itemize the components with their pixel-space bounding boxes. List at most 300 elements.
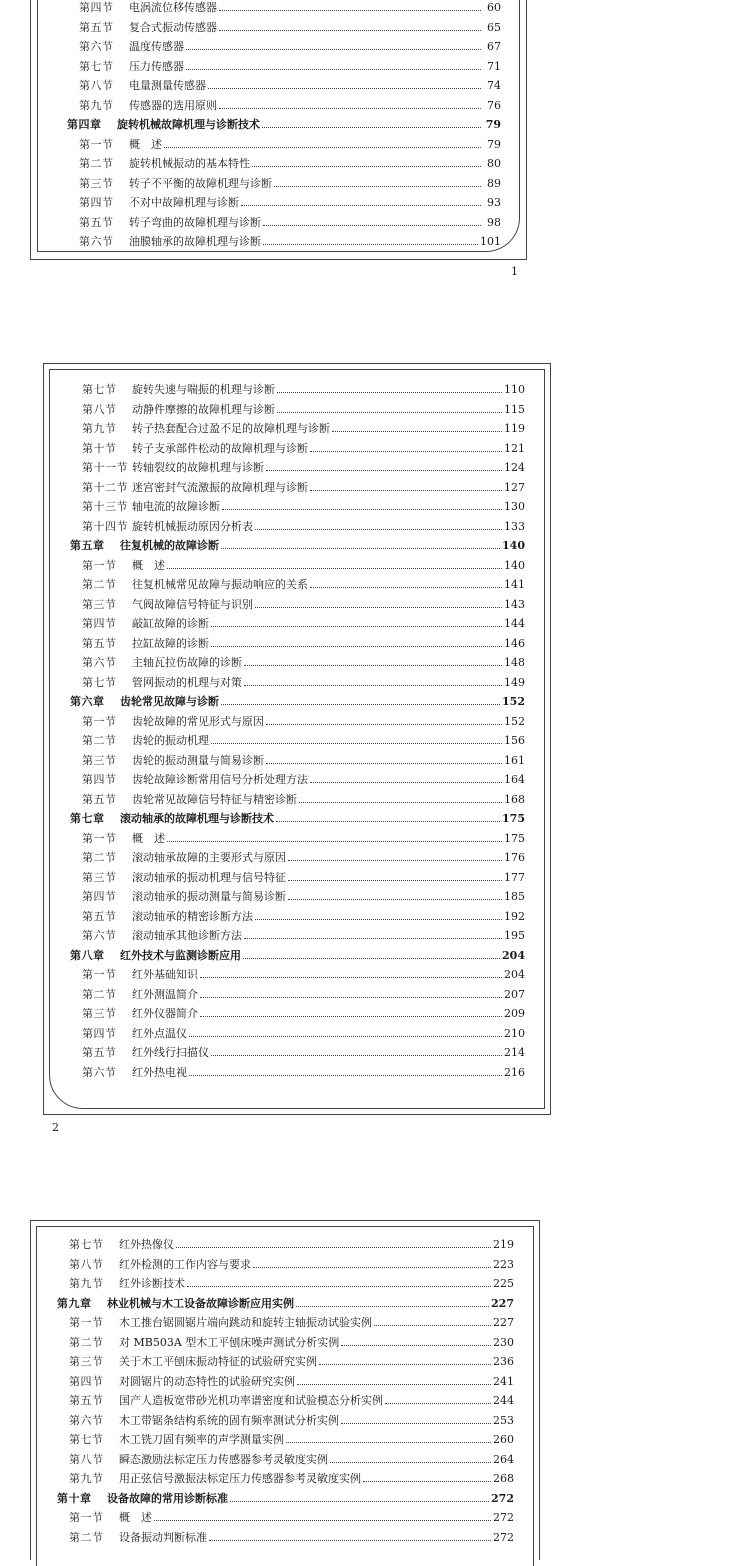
entry-section-label: 第十二节: [82, 480, 128, 494]
dot-leader: [167, 568, 502, 569]
entry-section-label: 第三节: [69, 1355, 104, 1368]
dot-leader: [252, 166, 481, 167]
dot-leader: [288, 880, 502, 881]
toc-section-entry[interactable]: [67, 154, 501, 174]
toc-section-entry[interactable]: [67, 76, 501, 96]
dot-leader: [186, 69, 481, 70]
dot-leader: [230, 1501, 489, 1502]
entry-section-label: 第五节: [82, 792, 117, 806]
entry-title: 温度传感器: [129, 40, 184, 53]
dot-leader: [341, 1345, 491, 1346]
entry-page-number: 253: [493, 1413, 514, 1427]
entry-title: 旋转机械振动原因分析表: [132, 519, 253, 533]
toc-section-entry[interactable]: [57, 1333, 514, 1353]
toc-section-entry[interactable]: [57, 1411, 514, 1431]
entry-section-label: 第八节: [82, 402, 117, 416]
entry-section-label: 第七节: [69, 1433, 104, 1446]
entry-title: 轴电流的故障诊断: [132, 500, 220, 513]
dot-leader: [244, 938, 502, 939]
dot-leader: [332, 431, 502, 432]
entry-title: 关于木工平刨床振动特征的试验研究实例: [119, 1355, 317, 1368]
entry-section-label: 第九节: [69, 1472, 104, 1485]
entry-title: 不对中故障机理与诊断: [129, 196, 239, 209]
dot-leader: [244, 665, 502, 666]
entry-section-label: 第七节: [79, 59, 114, 73]
entry-title: 电量测量传感器: [129, 79, 206, 92]
entry-page-number: 223: [493, 1257, 514, 1271]
entry-title: 设备故障的常用诊断标准: [107, 1491, 228, 1505]
entry-page-number: 227: [491, 1296, 514, 1310]
entry-section-label: 第九节: [69, 1277, 104, 1290]
entry-title: 旋转失速与喘振的机理与诊断: [132, 383, 275, 396]
entry-section-label: 第一节: [82, 831, 117, 845]
toc-section-entry[interactable]: [70, 517, 525, 537]
entry-title: 概 述: [132, 831, 165, 845]
toc-chapter-entry[interactable]: [70, 536, 525, 556]
entry-section-label: 第一节: [79, 137, 114, 151]
toc-section-entry[interactable]: [57, 1450, 514, 1470]
entry-section-label: 第四节: [79, 1, 114, 14]
dot-leader: [255, 919, 502, 920]
entry-page-number: 177: [504, 870, 525, 884]
entry-page-number: 93: [487, 196, 501, 209]
entry-page-number: 79: [487, 137, 501, 151]
entry-section-label: 第十四节: [82, 519, 128, 533]
dot-leader: [288, 899, 502, 900]
toc-section-entry[interactable]: [70, 848, 525, 868]
toc-section-entry[interactable]: [70, 673, 525, 693]
entry-title: 红外热电视: [132, 1065, 187, 1079]
entry-page-number: 130: [504, 500, 525, 513]
entry-page-number: 272: [491, 1491, 514, 1505]
entry-page-number: 141: [504, 578, 525, 591]
toc-section-entry[interactable]: [70, 419, 525, 439]
entry-title: 拉缸故障的诊断: [132, 636, 209, 650]
dot-leader: [200, 977, 502, 978]
entry-page-number: 204: [504, 968, 525, 981]
entry-page-number: 236: [493, 1355, 514, 1368]
entry-section-label: 第二节: [82, 734, 117, 747]
dot-leader: [385, 1403, 491, 1404]
toc-section-entry[interactable]: [57, 1430, 514, 1450]
entry-section-label: 第七节: [82, 675, 117, 689]
entry-page-number: 156: [504, 734, 525, 747]
entry-section-label: 第一节: [82, 558, 117, 572]
entry-section-label: 第四节: [82, 1026, 117, 1040]
entry-section-label: 第二节: [69, 1530, 104, 1544]
entry-title: 红外诊断技术: [119, 1277, 185, 1290]
toc-section-entry[interactable]: [70, 1024, 525, 1044]
entry-page-number: 127: [504, 480, 525, 494]
entry-page-number: 115: [504, 402, 525, 416]
entry-page-number: 214: [504, 1046, 525, 1059]
entry-page-number: 124: [504, 461, 525, 474]
toc-section-entry[interactable]: [67, 37, 501, 57]
entry-title: 设备振动判断标准: [119, 1530, 207, 1544]
entry-section-label: 第十章: [57, 1491, 92, 1505]
entry-page-number: 149: [504, 675, 525, 689]
entry-title: 复合式振动传感器: [129, 20, 217, 34]
dot-leader: [330, 1462, 491, 1463]
entry-title: 动静件摩擦的故障机理与诊断: [132, 402, 275, 416]
entry-page-number: 204: [502, 948, 525, 962]
entry-page-number: 175: [502, 812, 525, 825]
entry-section-label: 第十节: [82, 441, 117, 455]
entry-page-number: 121: [504, 441, 525, 455]
toc-section-entry[interactable]: [57, 1469, 514, 1489]
entry-section-label: 第三节: [79, 176, 114, 190]
entry-section-label: 第十三节: [82, 500, 128, 513]
entry-title: 油膜轴承的故障机理与诊断: [129, 235, 261, 248]
toc-section-entry[interactable]: [70, 595, 525, 615]
dot-leader: [189, 1075, 502, 1076]
entry-title: 齿轮的振动测量与简易诊断: [132, 753, 264, 767]
dot-leader: [200, 997, 502, 998]
toc-section-entry[interactable]: [67, 232, 501, 252]
entry-title: 传感器的选用原则: [129, 98, 217, 112]
entry-page-number: 268: [493, 1472, 514, 1485]
entry-title: 概 述: [129, 137, 162, 151]
toc-section-entry[interactable]: [70, 770, 525, 790]
entry-page-number: 146: [504, 636, 525, 650]
entry-page-number: 225: [493, 1277, 514, 1290]
dot-leader: [310, 782, 502, 783]
entry-page-number: 98: [487, 215, 501, 229]
toc-section-entry[interactable]: [57, 1372, 514, 1392]
entry-section-label: 第四节: [69, 1374, 104, 1388]
toc-section-entry[interactable]: [70, 868, 525, 888]
dot-leader: [222, 509, 502, 510]
toc-section-entry[interactable]: [70, 458, 525, 478]
entry-section-label: 第三节: [82, 1007, 117, 1020]
dot-leader: [263, 244, 478, 245]
entry-page-number: 168: [504, 792, 525, 806]
dot-leader: [187, 1286, 491, 1287]
toc-section-entry[interactable]: [70, 1004, 525, 1024]
dot-leader: [319, 1364, 491, 1365]
entry-section-label: 第五节: [79, 215, 114, 229]
toc-section-entry[interactable]: [67, 57, 501, 77]
toc-chapter-entry[interactable]: [57, 1294, 514, 1314]
dot-leader: [221, 704, 500, 705]
entry-section-label: 第八节: [79, 79, 114, 92]
entry-title: 压力传感器: [129, 59, 184, 73]
dot-leader: [276, 821, 500, 822]
entry-title: 红外热像仪: [119, 1238, 174, 1251]
entry-page-number: 230: [493, 1335, 514, 1349]
dot-leader: [164, 147, 481, 148]
toc-list-page-3: [57, 1235, 514, 1547]
entry-page-number: 195: [504, 929, 525, 942]
dot-leader: [263, 225, 481, 226]
dot-leader: [241, 205, 481, 206]
toc-section-entry[interactable]: [67, 135, 501, 155]
entry-section-label: 第三节: [82, 870, 117, 884]
toc-section-entry[interactable]: [70, 380, 525, 400]
entry-title: 概 述: [132, 558, 165, 572]
entry-section-label: 第六节: [82, 1065, 117, 1079]
toc-section-entry[interactable]: [70, 478, 525, 498]
dot-leader: [277, 412, 502, 413]
dot-leader: [286, 1442, 491, 1443]
entry-section-label: 第七节: [69, 1238, 104, 1251]
toc-section-entry[interactable]: [57, 1235, 514, 1255]
toc-section-entry[interactable]: [70, 439, 525, 459]
toc-section-entry[interactable]: [57, 1528, 514, 1548]
toc-section-entry[interactable]: [70, 400, 525, 420]
toc-section-entry[interactable]: [57, 1508, 514, 1528]
entry-section-label: 第九节: [82, 422, 117, 435]
dot-leader: [200, 1016, 502, 1017]
toc-section-entry[interactable]: [70, 653, 525, 673]
entry-title: 旋转机械振动的基本特性: [129, 157, 250, 170]
dot-leader: [154, 1520, 491, 1521]
toc-chapter-entry[interactable]: [70, 946, 525, 966]
dot-leader: [211, 743, 502, 744]
entry-page-number: 176: [504, 851, 525, 864]
dot-leader: [211, 1055, 502, 1056]
toc-section-entry[interactable]: [70, 985, 525, 1005]
entry-section-label: 第九章: [57, 1296, 92, 1310]
dot-leader: [274, 186, 481, 187]
entry-section-label: 第九节: [79, 98, 114, 112]
entry-section-label: 第二节: [82, 851, 117, 864]
toc-section-entry[interactable]: [70, 907, 525, 927]
entry-page-number: 143: [504, 597, 525, 611]
dot-leader: [296, 1306, 489, 1307]
entry-title: 迷宫密封气流激振的故障机理与诊断: [132, 480, 308, 494]
entry-page-number: 74: [487, 79, 501, 92]
dot-leader: [253, 1267, 491, 1268]
dot-leader: [266, 724, 502, 725]
entry-title: 往复机械的故障诊断: [120, 539, 219, 552]
entry-page-number: 244: [493, 1394, 514, 1407]
toc-section-entry[interactable]: [70, 575, 525, 595]
entry-title: 木工带锯条结构系统的固有频率测试分析实例: [119, 1413, 339, 1427]
entry-section-label: 第七节: [82, 383, 117, 396]
toc-list-page-1: [67, 0, 501, 252]
toc-section-entry[interactable]: [57, 1391, 514, 1411]
entry-title: 滚动轴承的振动测量与简易诊断: [132, 890, 286, 903]
entry-title: 滚动轴承故障的主要形式与原因: [132, 851, 286, 864]
toc-section-entry[interactable]: [70, 1063, 525, 1083]
entry-section-label: 第二节: [82, 987, 117, 1001]
entry-page-number: 152: [502, 695, 525, 708]
toc-section-entry[interactable]: [70, 887, 525, 907]
page-number: 2: [52, 1121, 59, 1134]
entry-page-number: 207: [504, 987, 525, 1001]
entry-page-number: 209: [504, 1007, 525, 1020]
entry-title: 国产人造板宽带砂光机功率谱密度和试验模态分析实例: [119, 1394, 383, 1407]
toc-section-entry[interactable]: [57, 1274, 514, 1294]
toc-section-entry[interactable]: [70, 712, 525, 732]
toc-section-entry[interactable]: [70, 926, 525, 946]
dot-leader: [243, 958, 500, 959]
entry-page-number: 89: [487, 176, 501, 190]
entry-page-number: 71: [487, 59, 501, 73]
entry-page-number: 272: [493, 1530, 514, 1544]
entry-title: 齿轮故障诊断常用信号分析处理方法: [132, 773, 308, 786]
entry-page-number: 144: [504, 617, 525, 630]
toc-section-entry[interactable]: [70, 1043, 525, 1063]
dot-leader: [244, 685, 502, 686]
toc-chapter-entry[interactable]: [70, 809, 525, 829]
dot-leader: [209, 1540, 491, 1541]
toc-chapter-entry[interactable]: [70, 692, 525, 712]
dot-leader: [374, 1325, 491, 1326]
entry-section-label: 第六节: [69, 1413, 104, 1427]
entry-section-label: 第四章: [67, 118, 102, 131]
entry-page-number: 219: [493, 1238, 514, 1251]
entry-title: 红外技术与监测诊断应用: [120, 948, 241, 962]
entry-section-label: 第三节: [82, 597, 117, 611]
entry-title: 木工铣刀固有频率的声学测量实例: [119, 1433, 284, 1446]
dot-leader: [221, 548, 500, 549]
entry-page-number: 272: [493, 1511, 514, 1524]
entry-section-label: 第一节: [69, 1316, 104, 1329]
toc-section-entry[interactable]: [67, 0, 501, 18]
entry-title: 红外基础知识: [132, 968, 198, 981]
entry-section-label: 第六节: [79, 40, 114, 53]
entry-title: 红外仪器简介: [132, 1007, 198, 1020]
dot-leader: [208, 88, 481, 89]
toc-list-page-2: [70, 380, 525, 1082]
toc-section-entry[interactable]: [70, 829, 525, 849]
toc-section-entry[interactable]: [57, 1255, 514, 1275]
toc-section-entry[interactable]: [70, 731, 525, 751]
toc-section-entry[interactable]: [70, 497, 525, 517]
entry-section-label: 第一节: [82, 968, 117, 981]
entry-page-number: 133: [504, 519, 525, 533]
entry-section-label: 第五章: [70, 539, 105, 552]
entry-title: 转子支承部件松动的故障机理与诊断: [132, 441, 308, 455]
dot-leader: [219, 108, 481, 109]
entry-page-number: 140: [502, 539, 525, 552]
entry-section-label: 第四节: [82, 617, 117, 630]
entry-section-label: 第一节: [82, 714, 117, 728]
entry-title: 敲缸故障的诊断: [132, 617, 209, 630]
entry-section-label: 第十一节: [82, 461, 128, 474]
entry-title: 管网振动的机理与对策: [132, 675, 242, 689]
toc-section-entry[interactable]: [67, 96, 501, 116]
entry-section-label: 第五节: [79, 20, 114, 34]
dot-leader: [310, 587, 502, 588]
entry-title: 往复机械常见故障与振动响应的关系: [132, 578, 308, 591]
entry-title: 齿轮的振动机理: [132, 734, 209, 747]
entry-section-label: 第四节: [82, 773, 117, 786]
entry-section-label: 第八节: [69, 1452, 104, 1466]
entry-title: 滚动轴承的振动机理与信号特征: [132, 870, 286, 884]
entry-page-number: 175: [504, 831, 525, 845]
dot-leader: [167, 841, 502, 842]
entry-title: 木工推台锯圆锯片端向跳动和旋转主轴振动试验实例: [119, 1316, 372, 1329]
dot-leader: [341, 1423, 491, 1424]
dot-leader: [310, 451, 502, 452]
toc-section-entry[interactable]: [67, 193, 501, 213]
entry-section-label: 第四节: [79, 196, 114, 209]
entry-page-number: 80: [487, 157, 501, 170]
entry-section-label: 第八节: [69, 1257, 104, 1271]
dot-leader: [219, 30, 481, 31]
entry-page-number: 260: [493, 1433, 514, 1446]
toc-section-entry[interactable]: [67, 213, 501, 233]
entry-section-label: 第六节: [82, 929, 117, 942]
entry-title: 转子不平衡的故障机理与诊断: [129, 176, 272, 190]
toc-section-entry[interactable]: [70, 965, 525, 985]
entry-page-number: 110: [504, 383, 525, 396]
entry-section-label: 第三节: [82, 753, 117, 767]
entry-section-label: 第五节: [82, 909, 117, 923]
entry-title: 用正弦信号激振法标定压力传感器参考灵敏度实例: [119, 1472, 361, 1485]
entry-title: 红外测温简介: [132, 987, 198, 1001]
toc-section-entry[interactable]: [70, 556, 525, 576]
entry-section-label: 第五节: [82, 636, 117, 650]
entry-title: 电涡流位移传感器: [129, 1, 217, 14]
toc-section-entry[interactable]: [67, 18, 501, 38]
dot-leader: [288, 860, 502, 861]
entry-page-number: 192: [504, 909, 525, 923]
dot-leader: [299, 802, 502, 803]
entry-title: 滚动轴承的故障机理与诊断技术: [120, 812, 274, 825]
entry-title: 红外点温仪: [132, 1026, 187, 1040]
entry-section-label: 第六节: [82, 656, 117, 669]
entry-title: 齿轮故障的常见形式与原因: [132, 714, 264, 728]
entry-title: 林业机械与木工设备故障诊断应用实例: [107, 1296, 294, 1310]
entry-section-label: 第二节: [79, 157, 114, 170]
entry-page-number: 67: [487, 40, 501, 53]
toc-section-entry[interactable]: [67, 174, 501, 194]
dot-leader: [255, 607, 502, 608]
toc-section-entry[interactable]: [57, 1352, 514, 1372]
dot-leader: [176, 1247, 491, 1248]
entry-title: 红外线行扫描仪: [132, 1046, 209, 1059]
dot-leader: [219, 10, 481, 11]
toc-section-entry[interactable]: [70, 790, 525, 810]
toc-chapter-entry[interactable]: [57, 1489, 514, 1509]
toc-chapter-entry[interactable]: [67, 115, 501, 135]
entry-title: 转子弯曲的故障机理与诊断: [129, 215, 261, 229]
entry-page-number: 65: [487, 20, 501, 34]
entry-section-label: 第六章: [70, 695, 105, 708]
entry-title: 瞬态激励法标定压力传感器参考灵敏度实例: [119, 1452, 328, 1466]
dot-leader: [189, 1036, 502, 1037]
page-number: 1: [511, 265, 518, 278]
entry-section-label: 第五节: [69, 1394, 104, 1407]
toc-section-entry[interactable]: [70, 751, 525, 771]
entry-title: 齿轮常见故障与诊断: [120, 695, 219, 708]
toc-section-entry[interactable]: [57, 1313, 514, 1333]
toc-section-entry[interactable]: [70, 634, 525, 654]
entry-section-label: 第六节: [79, 235, 114, 248]
entry-section-label: 第七章: [70, 812, 105, 825]
dot-leader: [297, 1384, 491, 1385]
dot-leader: [211, 646, 502, 647]
entry-section-label: 第八章: [70, 948, 105, 962]
entry-section-label: 第二节: [69, 1335, 104, 1349]
dot-leader: [266, 470, 502, 471]
dot-leader: [255, 529, 502, 530]
toc-section-entry[interactable]: [70, 614, 525, 634]
entry-page-number: 161: [504, 753, 525, 767]
entry-section-label: 第四节: [82, 890, 117, 903]
entry-section-label: 第五节: [82, 1046, 117, 1059]
dot-leader: [186, 49, 481, 50]
dot-leader: [262, 127, 481, 128]
dot-leader: [363, 1481, 491, 1482]
entry-page-number: 227: [493, 1316, 514, 1329]
entry-page-number: 76: [487, 98, 501, 112]
entry-title: 转轴裂纹的故障机理与诊断: [132, 461, 264, 474]
